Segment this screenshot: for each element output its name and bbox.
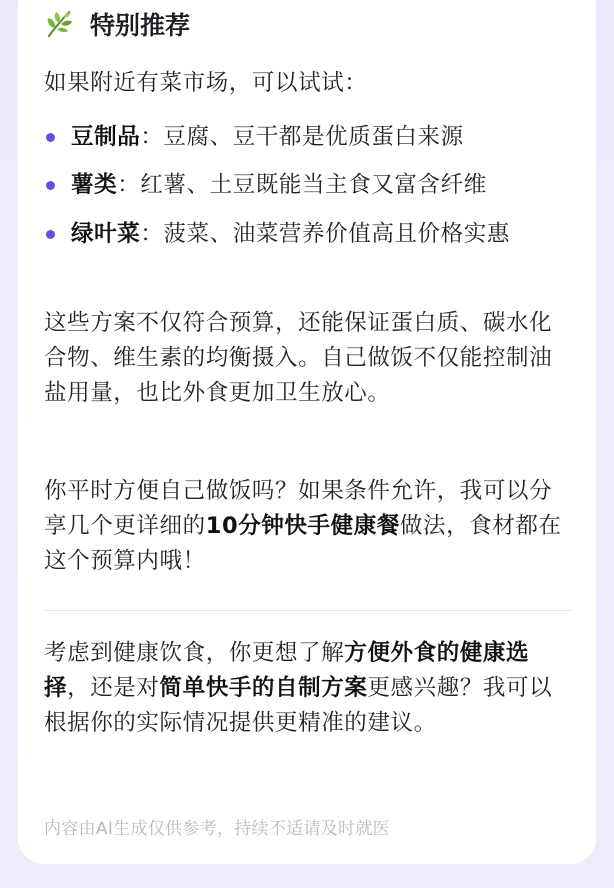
list-item-separator: ：	[140, 221, 164, 247]
followup-highlight-2: 简单快手的自制方案	[159, 675, 368, 701]
list-item-separator: ：	[117, 172, 141, 198]
list-item-separator: ：	[140, 124, 164, 150]
bullet-dot-icon	[46, 181, 55, 190]
followup-text-1: 考虑到健康饮食，你更想了解	[44, 640, 345, 666]
ai-disclaimer: 内容由AI生成仅供参考，持续不适请及时就医	[44, 819, 390, 839]
bullet-dot-icon	[46, 133, 55, 142]
list-item-label: 绿叶菜	[71, 221, 141, 247]
question-text-start: 你平时方便自己做饭吗？如果条件允许，我可以分享几个更详细的	[44, 478, 553, 539]
intro-text: 如果附近有菜市场，可以试试：	[44, 70, 368, 96]
herb-leaf-icon	[44, 9, 74, 39]
section-title: 特别推荐	[90, 11, 191, 40]
list-item-text: 菠菜、油菜营养价值高且价格实惠	[163, 221, 510, 247]
bullet-dot-icon	[46, 230, 55, 239]
followup-text-3: 更感兴趣？我可以根据你的实际情况提供更精准的建议。	[44, 675, 553, 736]
summary-paragraph: 这些方案不仅符合预算，还能保证蛋白质、碳水化合物、维生素的均衡摄入。自己做饭不仅能控制油盐用量，也比外食更加卫生放心。	[44, 310, 553, 406]
followup-paragraph	[44, 636, 566, 741]
question-text-end: 做法，食材都在这个预算内哦！	[44, 513, 562, 574]
list-item-label: 薯类	[71, 172, 118, 198]
question-paragraph	[44, 474, 566, 579]
section-header	[44, 4, 190, 44]
followup-highlight-1: 方便外食的健康选择	[44, 640, 530, 701]
list-item-text: 豆腐、豆干都是优质蛋白来源	[163, 124, 464, 150]
list-item-text: 红薯、土豆既能当主食又富含纤维	[140, 172, 487, 198]
section-divider	[44, 610, 572, 611]
question-highlight: 10分钟快手健康餐	[205, 513, 400, 539]
followup-text-2: ，还是对	[67, 675, 160, 701]
list-item-label: 豆制品	[71, 124, 141, 150]
